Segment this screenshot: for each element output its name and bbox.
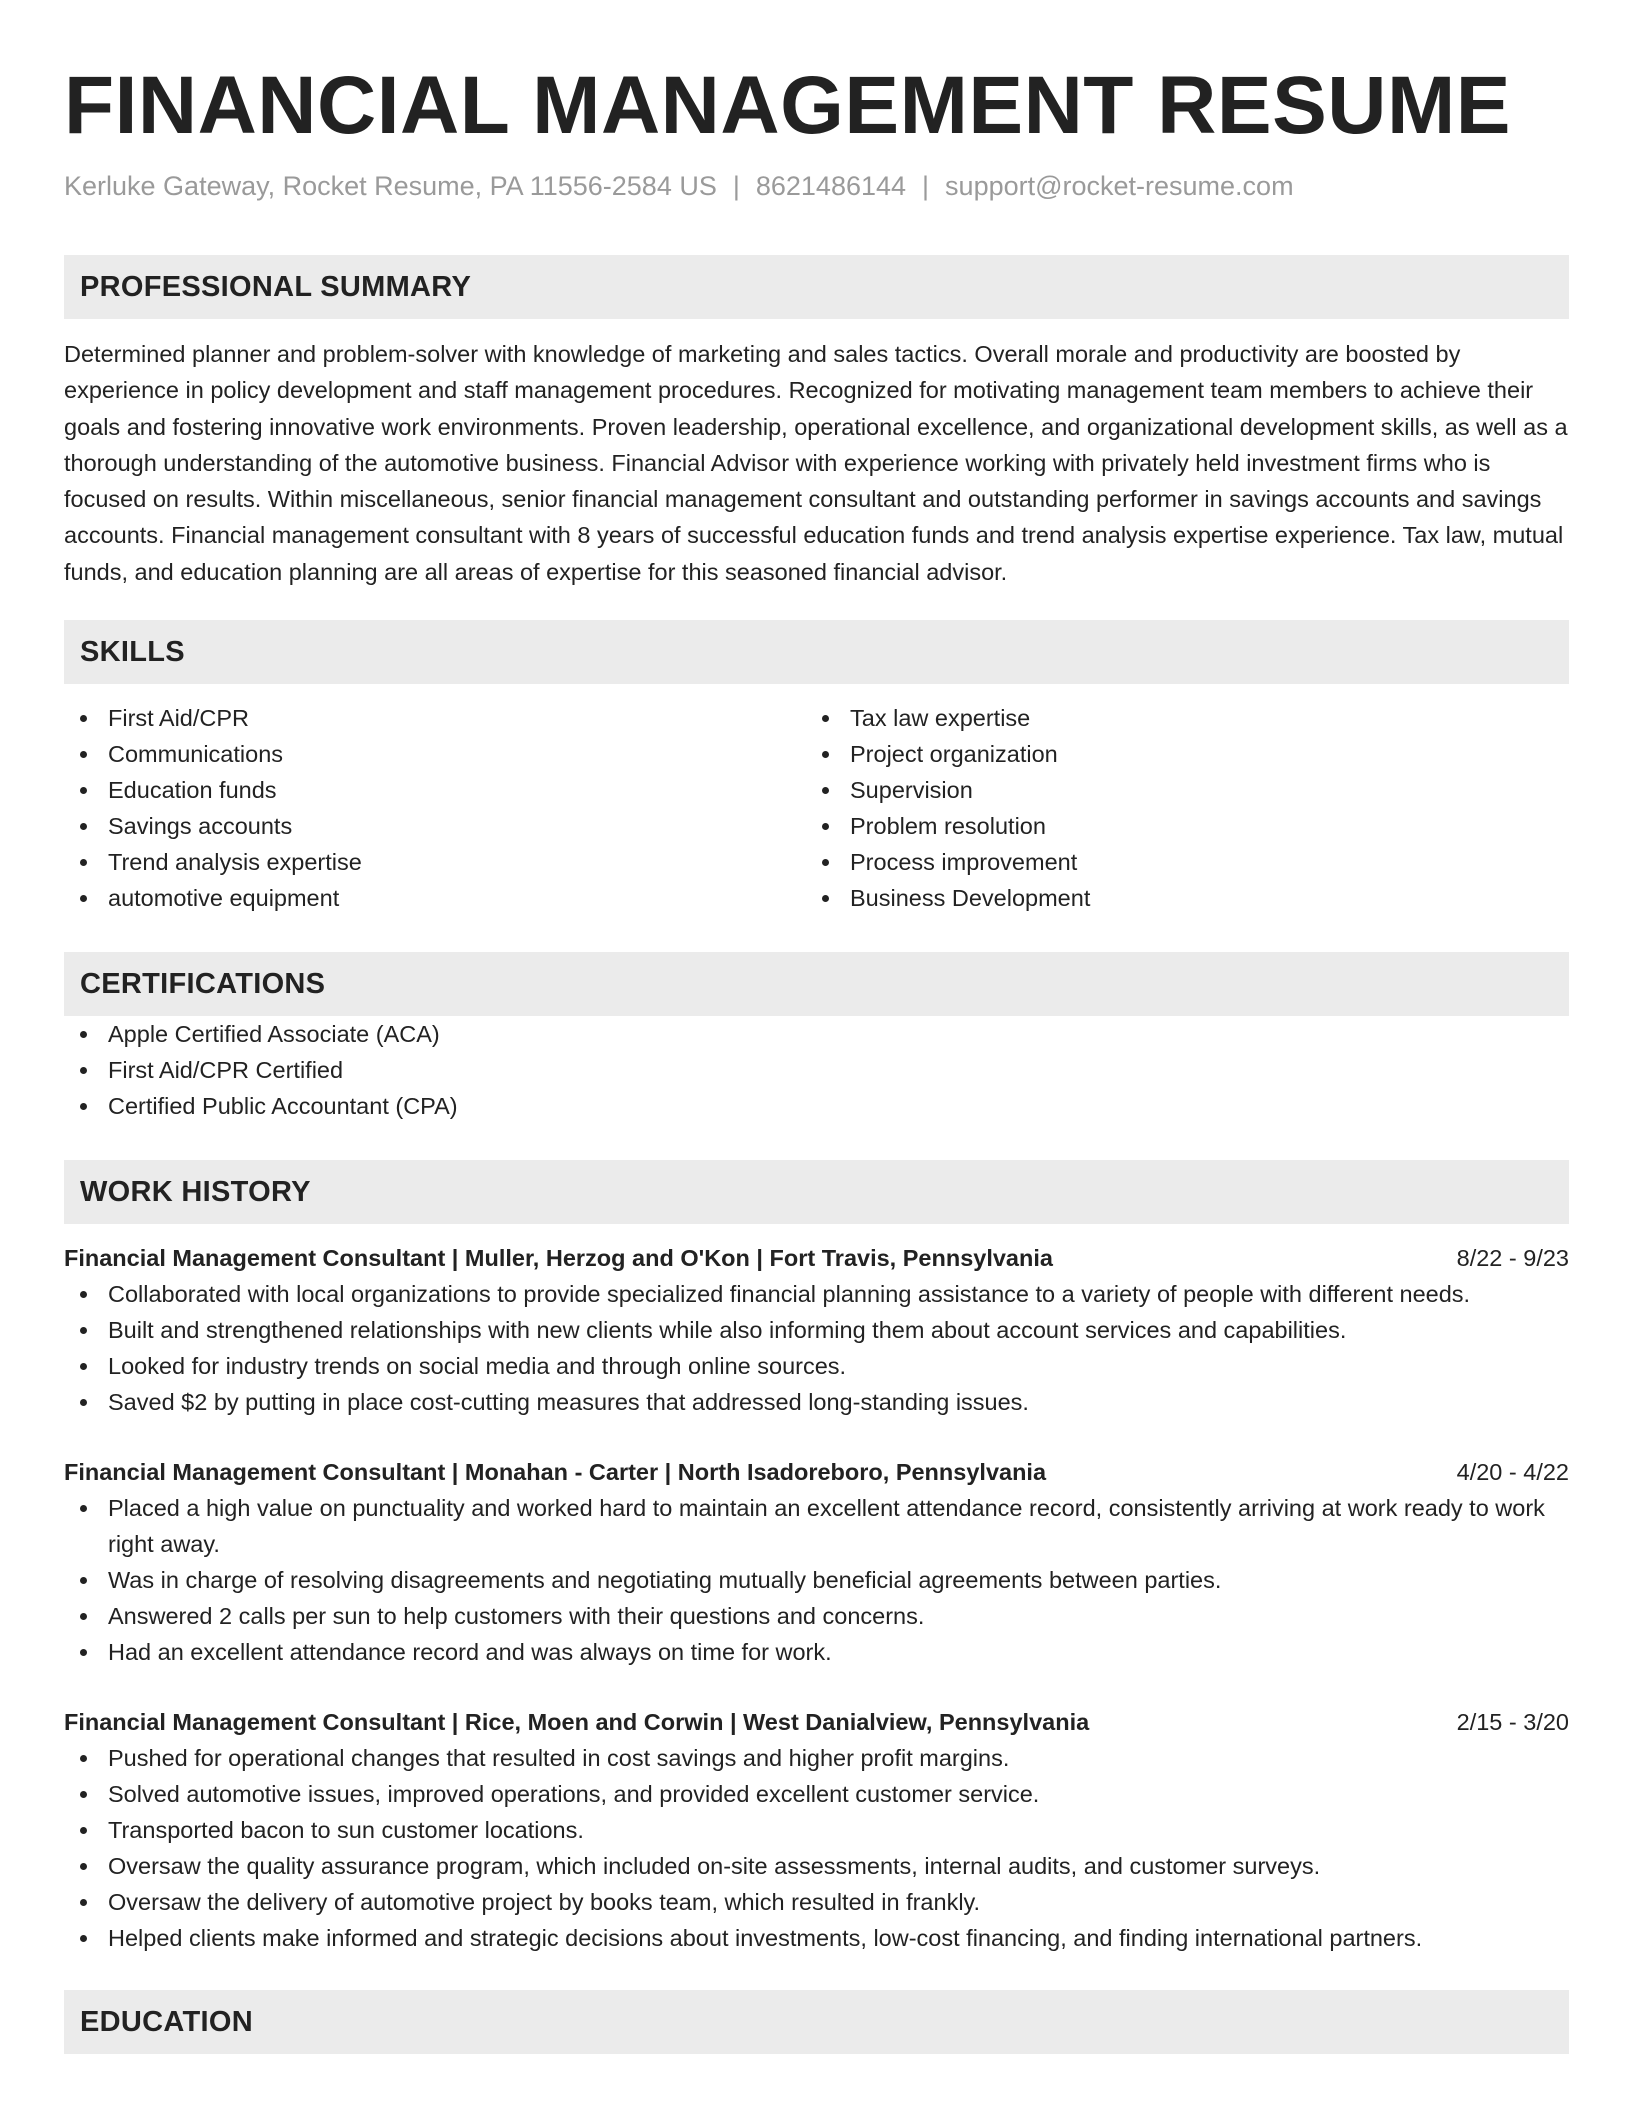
job-dates: 2/15 - 3/20	[1456, 1709, 1569, 1736]
skill-item: Savings accounts	[64, 808, 806, 844]
job-bullet: Collaborated with local organizations to provide specialized financial planning assistance to a variety of people with different needs.	[64, 1276, 1569, 1312]
section-header-work-history: WORK HISTORY	[64, 1160, 1569, 1224]
skills-list-right	[806, 700, 1548, 916]
job-dates: 4/20 - 4/22	[1456, 1459, 1569, 1486]
job-title: Financial Management Consultant | Muller, Herzog and O'Kon | Fort Travis, Pennsylvania	[64, 1245, 1053, 1272]
skills-list-left	[64, 700, 806, 916]
section-header-certifications: CERTIFICATIONS	[64, 952, 1569, 1016]
skill-item: automotive equipment	[64, 880, 806, 916]
skill-item: Education funds	[64, 772, 806, 808]
skill-item: Process improvement	[806, 844, 1548, 880]
job-heading	[64, 1240, 1569, 1276]
job-entry-2	[64, 1454, 1569, 1670]
skill-item: First Aid/CPR	[64, 700, 806, 736]
job-bullet: Helped clients make informed and strategic decisions about investments, low-cost financing, and finding international partners.	[64, 1920, 1569, 1956]
job-bullet: Solved automotive issues, improved operations, and provided excellent customer service.	[64, 1776, 1569, 1812]
certification-item: Apple Certified Associate (ACA)	[64, 1016, 1569, 1052]
resume-title: FINANCIAL MANAGEMENT RESUME	[64, 60, 1511, 151]
skill-item: Trend analysis expertise	[64, 844, 806, 880]
job-bullet: Saved $2 by putting in place cost-cutting measures that addressed long-standing issues.	[64, 1384, 1569, 1420]
summary-text: Determined planner and problem-solver with knowledge of marketing and sales tactics. Overall morale and productivity are boosted by experience in policy development and staff management procedures. Recognized for motivating management team members to achieve their goals and fostering innovative work environments. Proven leadership, operational excellence, and organizational development skills, as well as a thorough understanding of the automotive business. Financial Advisor with experience working with privately held investment firms who is focused on results. Within miscellaneous, senior financial management consultant and outstanding performer in savings accounts and savings accounts. Financial management consultant with 8 years of successful education funds and trend analysis expertise experience. Tax law, mutual funds, and education planning are all areas of expertise for this seasoned financial advisor.	[64, 341, 1568, 585]
contact-line	[64, 168, 1569, 204]
job-heading	[64, 1454, 1569, 1490]
job-bullet: Oversaw the delivery of automotive project by books team, which resulted in frankly.	[64, 1884, 1569, 1920]
skills-column-right	[806, 700, 1548, 916]
job-title: Financial Management Consultant | Rice, Moen and Corwin | West Danialview, Pennsylvania	[64, 1709, 1090, 1736]
certification-item: Certified Public Accountant (CPA)	[64, 1088, 1569, 1124]
job-bullet: Answered 2 calls per sun to help customers with their questions and concerns.	[64, 1598, 1569, 1634]
job-bullet: Built and strengthened relationships with new clients while also informing them about account services and capabilities.	[64, 1312, 1569, 1348]
certifications-list	[64, 1016, 1569, 1124]
skill-item: Business Development	[806, 880, 1548, 916]
job-bullets	[64, 1490, 1569, 1670]
contact-separator: |	[922, 171, 930, 201]
job-heading	[64, 1704, 1569, 1740]
skill-item: Supervision	[806, 772, 1548, 808]
contact-separator: |	[732, 171, 740, 201]
section-header-summary: PROFESSIONAL SUMMARY	[64, 255, 1569, 319]
job-bullet: Placed a high value on punctuality and worked hard to maintain an excellent attendance record, consistently arriving at work ready to work right away.	[64, 1490, 1569, 1562]
certification-item: First Aid/CPR Certified	[64, 1052, 1569, 1088]
contact-phone: 8621486144	[755, 171, 907, 201]
job-bullet: Pushed for operational changes that resulted in cost savings and higher profit margins.	[64, 1740, 1569, 1776]
contact-address: Kerluke Gateway, Rocket Resume, PA 11556-2584 US	[64, 171, 717, 201]
job-entry-1	[64, 1240, 1569, 1420]
skills-column-left	[64, 700, 806, 916]
job-bullet: Transported bacon to sun customer locations.	[64, 1812, 1569, 1848]
job-entry-3	[64, 1704, 1569, 1956]
resume-page	[64, 0, 1569, 2054]
job-bullets	[64, 1276, 1569, 1420]
job-bullet: Had an excellent attendance record and was always on time for work.	[64, 1634, 1569, 1670]
job-bullets	[64, 1740, 1569, 1956]
job-bullet: Was in charge of resolving disagreements and negotiating mutually beneficial agreements between parties.	[64, 1562, 1569, 1598]
job-title: Financial Management Consultant | Monahan - Carter | North Isadoreboro, Pennsylvania	[64, 1459, 1047, 1486]
job-bullet: Oversaw the quality assurance program, which included on-site assessments, internal audits, and customer surveys.	[64, 1848, 1569, 1884]
contact-email: support@rocket-resume.com	[945, 171, 1294, 201]
skill-item: Project organization	[806, 736, 1548, 772]
section-header-education: EDUCATION	[64, 1990, 1569, 2054]
skill-item: Problem resolution	[806, 808, 1548, 844]
skill-item: Tax law expertise	[806, 700, 1548, 736]
job-dates: 8/22 - 9/23	[1456, 1245, 1569, 1272]
skills-grid	[64, 700, 1569, 916]
section-header-skills: SKILLS	[64, 620, 1569, 684]
job-bullet: Looked for industry trends on social media and through online sources.	[64, 1348, 1569, 1384]
skill-item: Communications	[64, 736, 806, 772]
